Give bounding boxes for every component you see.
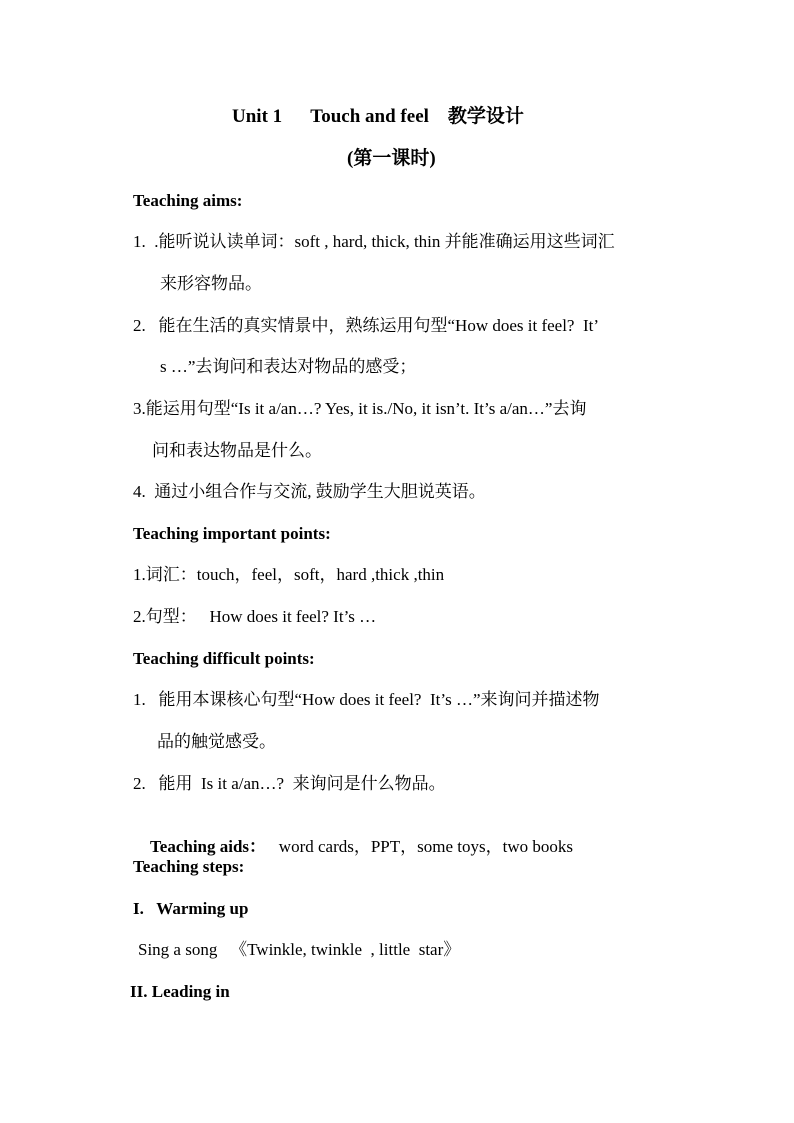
steps-heading: Teaching steps: <box>133 857 245 876</box>
aids-label: Teaching aids： <box>150 837 267 856</box>
difficult-line-1-cont: 品的触觉感受。 <box>157 732 276 751</box>
difficult-heading: Teaching difficult points: <box>133 649 315 668</box>
aids-value: word cards，PPT，some toys，two books <box>278 837 573 856</box>
aim-line-3-cont: 问和表达物品是什么。 <box>152 441 322 460</box>
difficult-line-2: 2. 能用 Is it a/an…? 来询问是什么物品。 <box>133 774 446 793</box>
aids-spacer <box>266 837 279 856</box>
aim-line-2: 2. 能在生活的真实情景中，熟练运用句型“How does it feel? It’ <box>133 316 600 335</box>
step-1-text: Sing a song 《Twinkle, twinkle , little star》 <box>138 940 461 959</box>
aim-line-4: 4. 通过小组合作与交流, 鼓励学生大胆说英语。 <box>133 482 486 501</box>
aim-line-3: 3.能运用句型“Is it a/an…? Yes, it is./No, it isn’t. It’s a/an…”去询 <box>133 399 587 418</box>
doc-subtitle: (第一课时) <box>347 148 436 169</box>
aim-line-1-cont: 来形容物品。 <box>160 274 262 293</box>
important-line-2: 2.句型： How does it feel? It’s … <box>133 607 377 626</box>
important-line-1: 1.词汇：touch，feel，soft，hard ,thick ,thin <box>133 565 445 584</box>
aim-line-2-cont: s …”去询问和表达对物品的感受； <box>160 357 417 376</box>
doc-title: Unit 1 Touch and feel 教学设计 <box>232 106 524 127</box>
aim-line-1: 1. .能听说认读单词：soft , hard, thick, thin 并能准确运用这些词汇 <box>133 232 615 251</box>
step-1-heading: I. Warming up <box>133 899 249 918</box>
step-2-heading: II. Leading in <box>130 982 230 1001</box>
difficult-line-1: 1. 能用本课核心句型“How does it feel? It’s …”来询问并描述物 <box>133 690 600 709</box>
important-heading: Teaching important points: <box>133 524 331 543</box>
aims-heading: Teaching aims: <box>133 191 243 210</box>
